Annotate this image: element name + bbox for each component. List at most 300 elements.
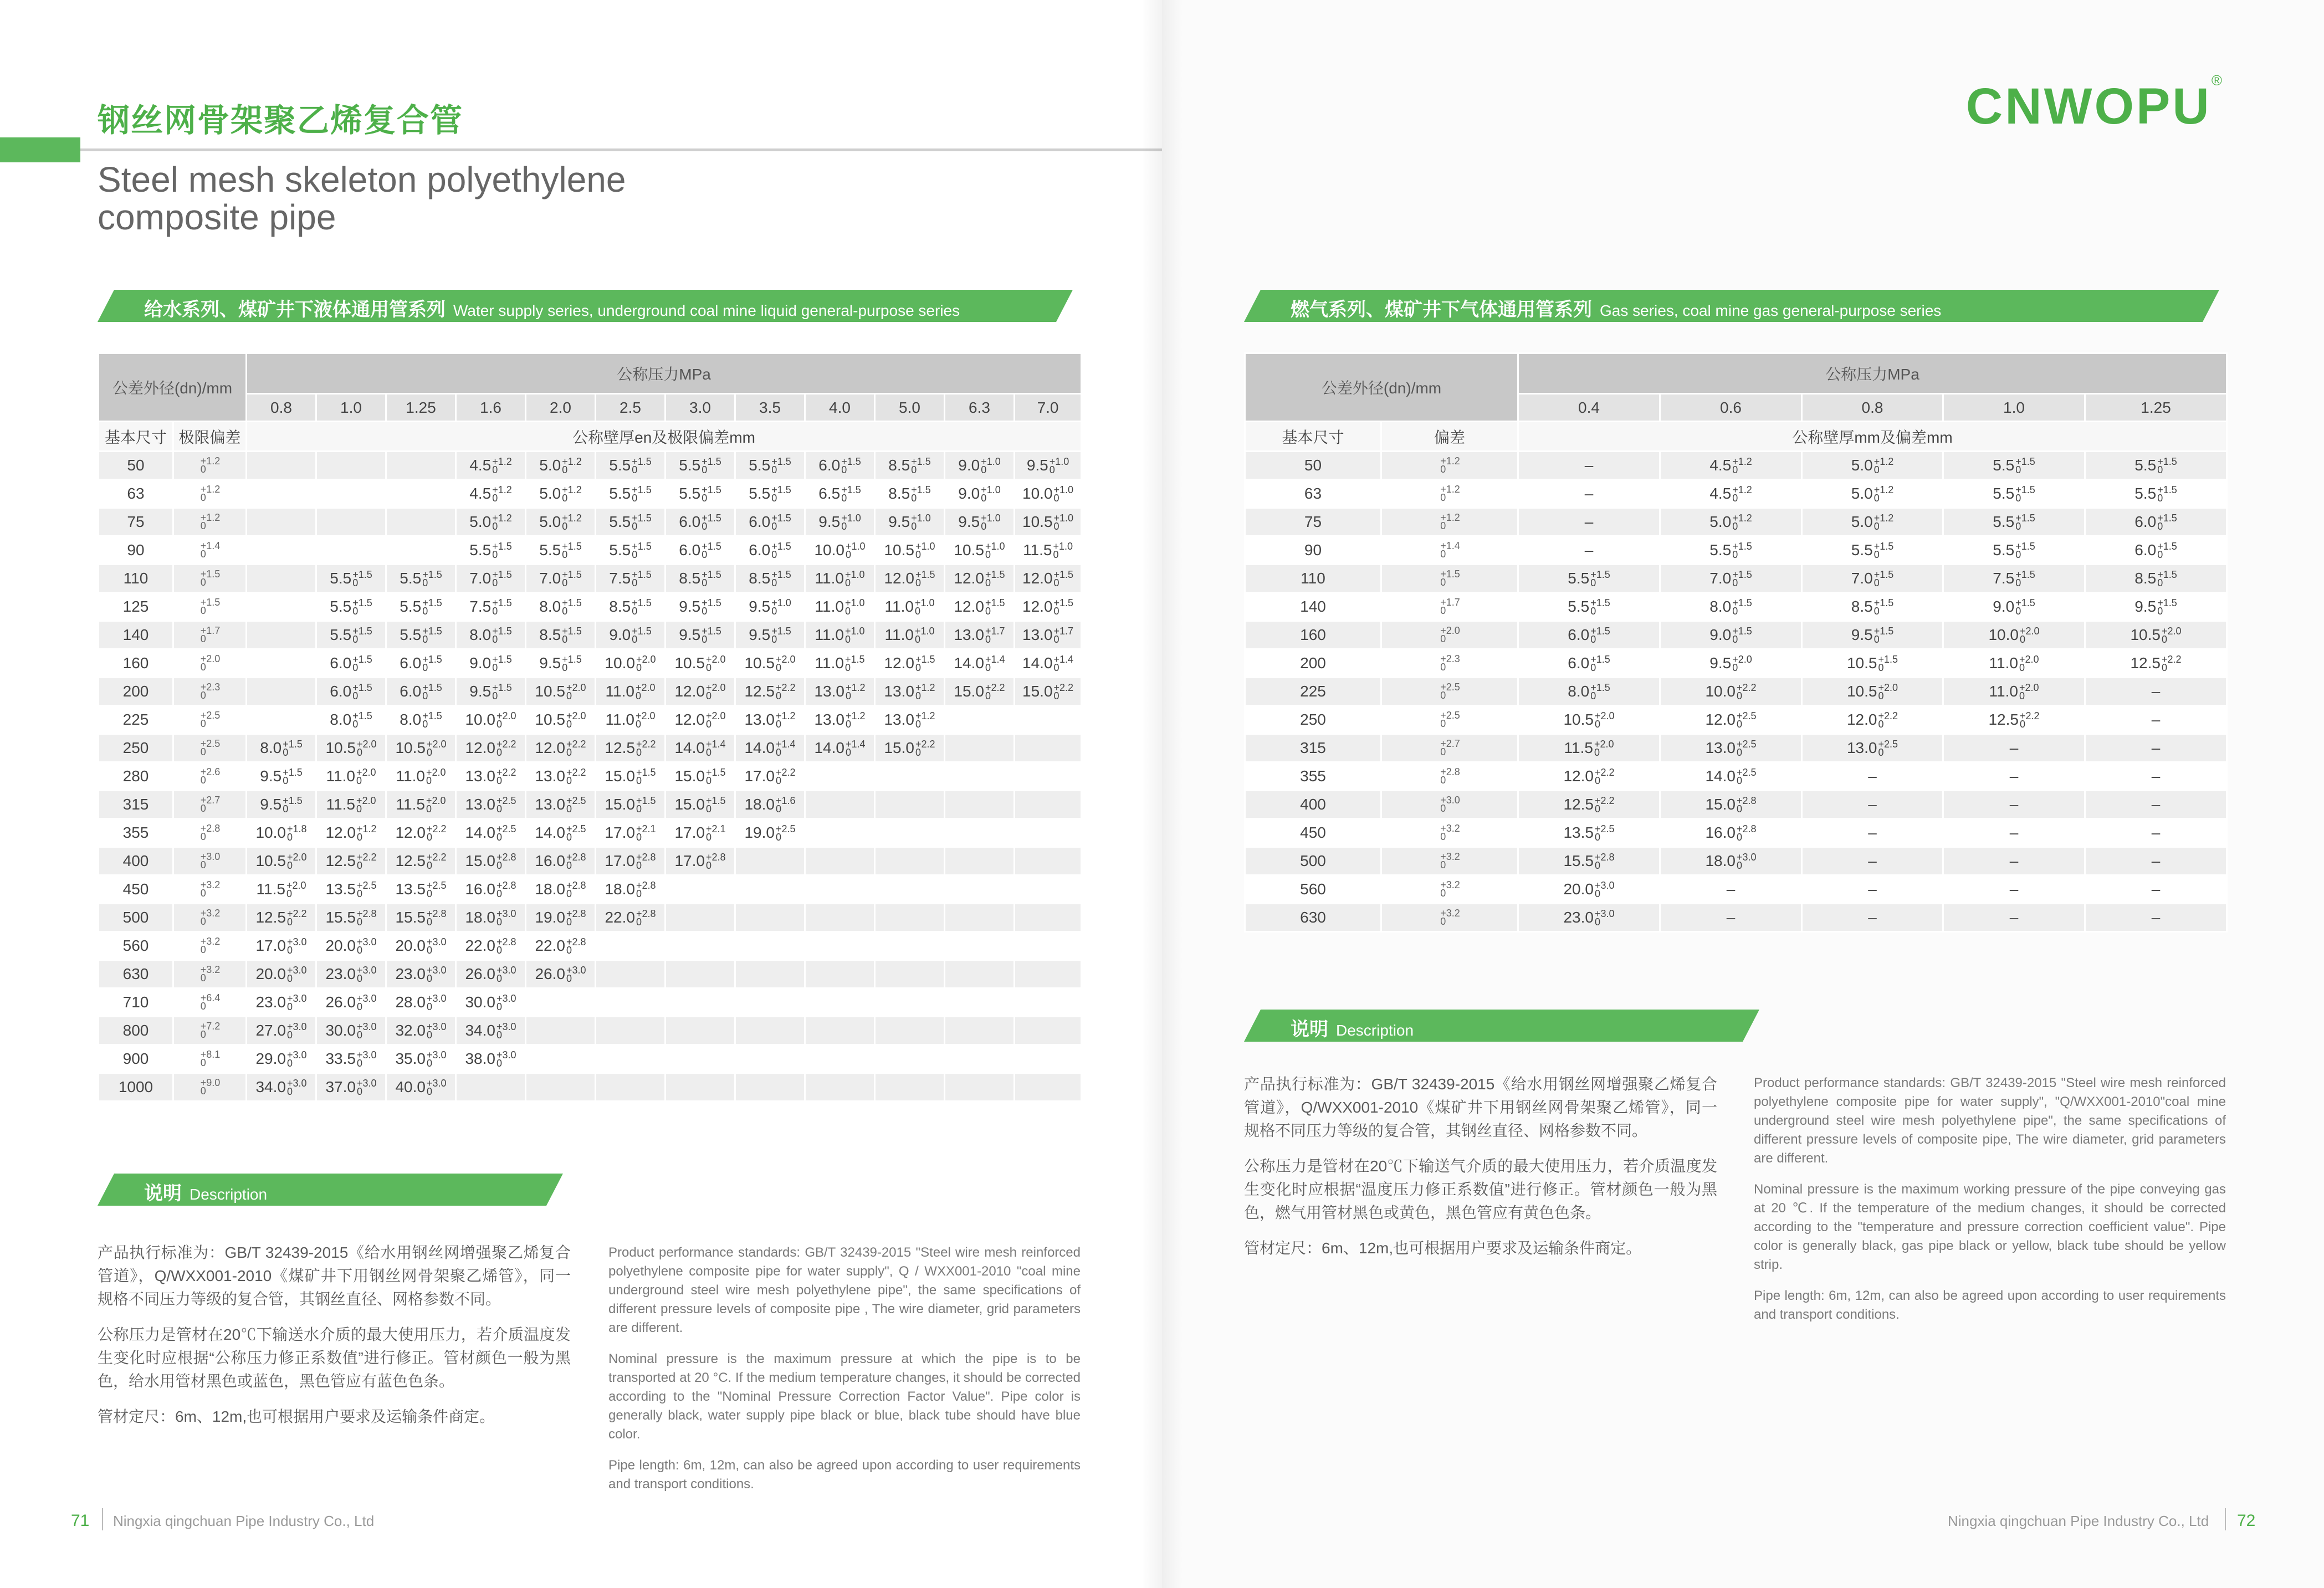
basic-size-cell: 225 xyxy=(1245,678,1381,706)
wall-thickness-cell xyxy=(526,819,596,847)
wall-tolerance-upper: +2.2 xyxy=(1594,767,1615,778)
tolerance-upper: +1.2 xyxy=(200,455,221,467)
wall-tolerance-upper: +2.8 xyxy=(496,936,516,948)
wall-tolerance xyxy=(1732,514,1752,531)
wall-tolerance-lower: 0 xyxy=(566,945,572,956)
wall-thickness-cell xyxy=(247,1073,316,1102)
wall-thickness-cell xyxy=(596,819,666,847)
wall-tolerance xyxy=(287,938,307,955)
wall-tolerance-upper: +1.5 xyxy=(632,456,652,468)
wall-thickness-cell xyxy=(1518,593,1660,621)
wall-tolerance-lower: 0 xyxy=(844,606,851,617)
wall-value: 10.0 xyxy=(465,710,495,728)
wall-thickness-cell xyxy=(1802,508,1943,536)
wall-value: 26.0 xyxy=(325,993,356,1011)
pressure-header: 2.5 xyxy=(596,394,666,422)
tolerance-stack xyxy=(1440,909,1460,926)
wall-thickness-cell xyxy=(945,1073,1015,1102)
wall-tolerance xyxy=(706,740,726,757)
wall-thickness-cell xyxy=(1015,1045,1082,1073)
tolerance-cell xyxy=(1381,791,1518,819)
wall-tolerance-lower: 0 xyxy=(841,493,847,504)
wall-value: 11.0 xyxy=(815,654,844,672)
tolerance-lower: 0 xyxy=(200,605,206,616)
wall-tolerance xyxy=(287,1051,307,1068)
wall-thickness-cell xyxy=(945,593,1015,621)
wall-thickness-cell xyxy=(666,593,735,621)
wall-tolerance-lower: 0 xyxy=(705,747,711,759)
wall-thickness-cell xyxy=(875,847,945,875)
wall-thickness-cell xyxy=(316,480,386,508)
wall-tolerance-upper: +2.2 xyxy=(636,739,656,750)
wall-thickness-cell xyxy=(2085,649,2227,678)
tolerance-upper: +1.5 xyxy=(1440,568,1460,580)
wall-thickness-cell xyxy=(1015,1073,1082,1102)
wall-value: 11.0 xyxy=(1989,682,2018,700)
wall-thickness-cell xyxy=(805,960,875,988)
cn-paragraph: 产品执行标准为：GB/T 32439-2015《给水用钢丝网增强聚乙烯复合管道》，Q/WXX001-2010《煤矿井下用钢丝网骨架聚乙烯管》，同一规格不同压力等级的复合管，其钢丝直径、网格参数不同。 xyxy=(98,1244,571,1308)
wall-value: 10.5 xyxy=(535,710,565,728)
wall-tolerance-upper: +2.2 xyxy=(496,739,516,750)
wall-thickness-cell xyxy=(945,988,1015,1017)
tolerance-lower: 0 xyxy=(200,690,206,701)
wall-value: 22.0 xyxy=(535,936,565,954)
wall-thickness-cell xyxy=(1015,706,1082,734)
pressure-header: 1.0 xyxy=(316,394,386,422)
header-wall: 公称壁厚mm及偏差mm xyxy=(1518,422,2227,452)
wall-thickness-cell xyxy=(666,988,735,1017)
wall-thickness-cell xyxy=(2085,565,2227,593)
wall-tolerance-upper: +1.5 xyxy=(492,569,512,581)
pressure-header: 3.5 xyxy=(735,394,805,422)
wall-tolerance-upper: +3.0 xyxy=(426,1021,447,1033)
tolerance-lower: 0 xyxy=(200,1057,206,1068)
tolerance-stack xyxy=(1440,570,1460,587)
wall-thickness-cell xyxy=(1660,819,1802,847)
tolerance-cell xyxy=(1381,452,1518,480)
wall-value: 23.0 xyxy=(1563,908,1594,926)
tolerance-stack xyxy=(201,1051,221,1067)
tolerance-upper: +7.2 xyxy=(200,1021,221,1032)
wall-tolerance-upper: +1.5 xyxy=(911,484,931,496)
wall-tolerance-lower: 0 xyxy=(705,662,711,674)
wall-tolerance-lower: 0 xyxy=(1732,662,1738,674)
wall-thickness-cell xyxy=(526,904,596,932)
wall-tolerance xyxy=(911,486,931,503)
wall-thickness-cell xyxy=(316,960,386,988)
wall-thickness-cell xyxy=(805,734,875,762)
wall-thickness-cell xyxy=(945,791,1015,819)
tolerance-upper: +2.8 xyxy=(200,823,221,834)
wall-tolerance xyxy=(636,882,656,898)
wall-thickness-cell xyxy=(735,988,805,1017)
wall-thickness-cell xyxy=(316,593,386,621)
wall-tolerance xyxy=(2019,655,2039,672)
wall-tolerance-lower: 0 xyxy=(845,719,851,730)
wall-value: 6.0 xyxy=(2134,541,2157,559)
wall-tolerance-lower: 0 xyxy=(775,662,781,674)
wall-tolerance-lower: 0 xyxy=(705,719,711,730)
wall-value: 30.0 xyxy=(465,993,495,1011)
wall-thickness-cell xyxy=(666,819,735,847)
wall-value: 20.0 xyxy=(1563,880,1594,898)
tolerance-upper: +6.4 xyxy=(200,992,221,1003)
wall-tolerance xyxy=(287,1023,307,1039)
wall-tolerance xyxy=(845,655,865,672)
basic-size-cell: 450 xyxy=(1245,819,1381,847)
wall-value: 6.0 xyxy=(1568,626,1590,643)
wall-thickness-cell xyxy=(875,932,945,960)
table-row xyxy=(1245,791,2227,819)
tolerance-upper: +2.7 xyxy=(1440,738,1460,749)
wall-tolerance-upper: +1.0 xyxy=(841,513,861,524)
wall-value: 12.0 xyxy=(325,823,356,841)
wall-thickness-cell xyxy=(666,536,735,565)
wall-tolerance xyxy=(492,599,512,616)
wall-thickness-cell xyxy=(666,932,735,960)
wall-thickness-cell xyxy=(596,1045,666,1073)
wall-value: 9.0 xyxy=(469,654,492,672)
wall-tolerance xyxy=(287,1079,307,1096)
wall-value: 22.0 xyxy=(605,908,635,926)
tolerance-upper: +1.7 xyxy=(1440,597,1460,608)
wall-tolerance-lower: 0 xyxy=(286,1086,293,1098)
wall-thickness-cell xyxy=(875,536,945,565)
wall-thickness-cell xyxy=(2085,508,2227,536)
wall-tolerance-lower: 0 xyxy=(566,973,572,985)
title-en xyxy=(98,161,626,236)
wall-value: 7.5 xyxy=(609,569,631,587)
wall-tolerance-upper: +1.5 xyxy=(636,767,656,778)
wall-value: 5.5 xyxy=(1709,541,1732,559)
wall-tolerance-upper: +1.7 xyxy=(1053,626,1074,637)
wall-value: 7.5 xyxy=(1993,569,2015,587)
table-row xyxy=(99,508,1082,536)
wall-tolerance-lower: 0 xyxy=(562,662,568,674)
tolerance-cell xyxy=(173,452,247,480)
basic-size-cell: 1000 xyxy=(99,1073,173,1102)
wall-tolerance xyxy=(1595,882,1615,898)
wall-tolerance-upper: +2.0 xyxy=(705,654,726,665)
wall-tolerance-upper: +2.0 xyxy=(705,682,726,694)
wall-tolerance-lower: 0 xyxy=(1590,690,1596,702)
wall-thickness-cell xyxy=(456,1045,526,1073)
wall-tolerance-lower: 0 xyxy=(705,860,711,872)
wall-thickness-cell xyxy=(456,480,526,508)
wall-value: 7.0 xyxy=(469,569,492,587)
wall-tolerance-upper: +2.2 xyxy=(566,767,586,778)
page-number-left: 71 xyxy=(71,1512,90,1530)
wall-tolerance-upper: +1.2 xyxy=(775,710,796,722)
wall-tolerance-upper: +1.5 xyxy=(422,597,442,609)
wall-tolerance-upper: +1.0 xyxy=(844,626,865,637)
wall-thickness-cell xyxy=(875,593,945,621)
wall-value: 5.5 xyxy=(609,456,631,474)
wall-thickness-cell xyxy=(386,678,456,706)
wall-thickness-cell xyxy=(456,508,526,536)
wall-thickness-cell xyxy=(316,678,386,706)
wall-tolerance-lower: 0 xyxy=(283,747,289,759)
wall-tolerance-upper: +2.5 xyxy=(1736,739,1757,750)
wall-tolerance xyxy=(1874,542,1894,559)
wall-tolerance xyxy=(771,571,791,587)
wall-value: 15.0 xyxy=(1705,795,1736,813)
wall-thickness-cell xyxy=(596,452,666,480)
wall-value: 12.5 xyxy=(2130,654,2161,672)
table-row xyxy=(99,932,1082,960)
wall-value: 16.0 xyxy=(1705,823,1736,841)
wall-value: 12.5 xyxy=(255,908,286,926)
wall-thickness-cell xyxy=(247,762,316,791)
tolerance-cell xyxy=(1381,480,1518,508)
wall-tolerance xyxy=(357,853,377,870)
wall-tolerance xyxy=(2015,458,2035,474)
wall-thickness-cell xyxy=(596,480,666,508)
wall-value: 5.0 xyxy=(1709,513,1732,530)
tolerance-lower: 0 xyxy=(200,1029,206,1040)
wall-tolerance-lower: 0 xyxy=(426,916,432,928)
wall-tolerance-lower: 0 xyxy=(981,493,987,504)
wall-thickness-cell xyxy=(526,1045,596,1073)
wall-tolerance xyxy=(1732,599,1752,616)
wall-value: 26.0 xyxy=(535,965,565,982)
wall-thickness-cell xyxy=(1802,593,1943,621)
wall-thickness-cell xyxy=(735,734,805,762)
wall-value: 8.0 xyxy=(330,710,352,728)
tolerance-cell xyxy=(173,621,247,649)
wall-thickness-cell xyxy=(805,1017,875,1045)
wall-tolerance-lower: 0 xyxy=(562,634,568,646)
tolerance-upper: +1.4 xyxy=(1440,540,1460,551)
wall-tolerance-lower: 0 xyxy=(492,634,498,646)
wall-thickness-cell xyxy=(596,932,666,960)
wall-value: 38.0 xyxy=(465,1049,495,1067)
wall-thickness-cell xyxy=(247,932,316,960)
wall-tolerance-upper: +2.0 xyxy=(1732,654,1752,665)
wall-tolerance-lower: 0 xyxy=(841,464,847,476)
wall-tolerance xyxy=(1590,599,1610,616)
wall-tolerance-upper: +1.2 xyxy=(1732,484,1752,496)
wall-tolerance-upper: +3.0 xyxy=(426,1049,447,1061)
wall-tolerance xyxy=(352,599,372,616)
wall-thickness-cell xyxy=(735,847,805,875)
wall-value: 5.5 xyxy=(1993,484,2015,502)
wall-tolerance-upper: +2.0 xyxy=(2019,626,2040,637)
tolerance-lower: 0 xyxy=(200,888,206,899)
wall-tolerance-lower: 0 xyxy=(286,888,292,900)
tolerance-lower: 0 xyxy=(200,662,206,673)
tolerance-cell xyxy=(173,678,247,706)
wall-tolerance xyxy=(492,542,512,559)
wall-tolerance-lower: 0 xyxy=(1873,606,1880,617)
wall-tolerance xyxy=(1874,627,1894,644)
wall-value: 9.5 xyxy=(1851,626,1873,643)
wall-thickness-cell xyxy=(735,875,805,904)
basic-size-cell: 200 xyxy=(1245,649,1381,678)
wall-tolerance-upper: +2.0 xyxy=(775,654,796,665)
wall-tolerance-lower: 0 xyxy=(422,690,428,702)
wall-thickness-cell xyxy=(666,960,735,988)
wall-tolerance-upper: +1.0 xyxy=(914,597,935,609)
wall-tolerance-lower: 0 xyxy=(914,634,920,646)
wall-tolerance-upper: +3.0 xyxy=(286,1021,307,1033)
wall-value: 12.5 xyxy=(325,852,356,869)
wall-tolerance-lower: 0 xyxy=(492,606,498,617)
wall-tolerance-lower: 0 xyxy=(356,1029,362,1041)
wall-tolerance xyxy=(566,853,586,870)
wall-value: 6.0 xyxy=(749,541,771,559)
wall-tolerance-lower: 0 xyxy=(1732,577,1738,589)
wall-thickness-cell xyxy=(526,988,596,1017)
wall-tolerance-upper: +1.0 xyxy=(1053,541,1073,552)
wall-tolerance-lower: 0 xyxy=(1590,662,1596,674)
wall-thickness-cell xyxy=(875,1073,945,1102)
tolerance-lower: 0 xyxy=(200,775,206,786)
wall-tolerance xyxy=(915,684,935,700)
basic-size-cell: 315 xyxy=(99,791,173,819)
table-row xyxy=(1245,480,2227,508)
wall-tolerance-lower: 0 xyxy=(1053,549,1059,561)
wall-value: 9.5 xyxy=(1709,654,1732,672)
wall-value: 9.5 xyxy=(469,682,492,700)
wall-thickness-cell xyxy=(456,875,526,904)
table-row xyxy=(99,1073,1082,1102)
section-header-water xyxy=(98,290,1078,322)
wall-tolerance xyxy=(283,769,303,785)
wall-value: 13.0 xyxy=(1705,739,1736,756)
wall-tolerance-lower: 0 xyxy=(1732,464,1738,476)
wall-thickness-cell xyxy=(1015,536,1082,565)
tolerance-lower: 0 xyxy=(1440,746,1446,757)
wall-tolerance-lower: 0 xyxy=(492,521,498,532)
wall-value: 6.0 xyxy=(330,654,352,672)
wall-thickness-cell xyxy=(1802,480,1943,508)
wall-tolerance-upper: +3.0 xyxy=(356,936,377,948)
wall-value: 26.0 xyxy=(465,965,495,982)
table-row xyxy=(99,706,1082,734)
wall-thickness-cell xyxy=(526,791,596,819)
wall-tolerance xyxy=(1590,655,1610,672)
wall-thickness-cell xyxy=(1802,706,1943,734)
wall-thickness-cell xyxy=(666,847,735,875)
tolerance-cell xyxy=(173,1017,247,1045)
wall-thickness-cell xyxy=(945,649,1015,678)
wall-tolerance xyxy=(1732,458,1752,474)
wall-value: 10.5 xyxy=(1846,654,1877,672)
wall-tolerance xyxy=(426,769,446,785)
wall-tolerance xyxy=(2015,486,2035,503)
wall-thickness-cell xyxy=(316,847,386,875)
wall-thickness-cell xyxy=(805,847,875,875)
wall-thickness-cell xyxy=(596,988,666,1017)
wall-value: 5.5 xyxy=(679,456,701,474)
wall-tolerance-upper: +2.0 xyxy=(2019,682,2039,694)
wall-value: 30.0 xyxy=(325,1021,356,1039)
wall-value: 4.5 xyxy=(469,456,492,474)
tolerance-stack xyxy=(201,514,221,530)
wall-thickness-cell xyxy=(456,678,526,706)
wall-tolerance-upper: +1.2 xyxy=(1732,513,1752,524)
pressure-header: 0.8 xyxy=(247,394,316,422)
wall-tolerance-lower: 0 xyxy=(1590,606,1596,617)
wall-tolerance-lower: 0 xyxy=(1594,719,1600,730)
wall-tolerance-upper: +2.8 xyxy=(566,852,586,863)
wall-tolerance-lower: 0 xyxy=(845,747,851,759)
wall-tolerance-lower: 0 xyxy=(632,577,638,589)
wall-tolerance-lower: 0 xyxy=(771,521,777,532)
wall-tolerance xyxy=(1732,486,1752,503)
wall-tolerance-upper: +1.5 xyxy=(562,569,582,581)
tolerance-stack xyxy=(201,570,221,587)
wall-tolerance-lower: 0 xyxy=(426,803,432,815)
wall-tolerance xyxy=(841,458,861,474)
wall-thickness-cell xyxy=(1660,536,1802,565)
wall-thickness-cell xyxy=(456,593,526,621)
wall-thickness-cell xyxy=(875,1045,945,1073)
wall-tolerance xyxy=(632,542,652,559)
wall-thickness-cell xyxy=(1015,847,1082,875)
wall-tolerance xyxy=(283,740,303,757)
tolerance-stack xyxy=(201,598,221,615)
wall-value: 6.0 xyxy=(818,456,841,474)
basic-size-cell: 280 xyxy=(99,762,173,791)
wall-thickness-cell xyxy=(1015,762,1082,791)
tolerance-stack xyxy=(1440,768,1460,785)
wall-tolerance-lower: 0 xyxy=(775,747,781,759)
wall-tolerance xyxy=(706,655,726,672)
wall-value: 5.5 xyxy=(539,541,561,559)
tolerance-lower: 0 xyxy=(1440,492,1446,503)
wall-tolerance-upper: +1.5 xyxy=(2157,569,2177,581)
description-en-right xyxy=(1754,1074,2226,1336)
wall-tolerance-upper: +2.0 xyxy=(426,795,446,807)
wall-tolerance xyxy=(1878,712,1898,729)
wall-value: 10.5 xyxy=(1846,682,1877,700)
cn-paragraph: 产品执行标准为：GB/T 32439-2015《给水用钢丝网增强聚乙烯复合管道》，Q/WXX001-2010《煤矿井下用钢丝网骨架聚乙烯管》，同一规格不同压力等级的复合管，其钢丝直径、网格参数不同。 xyxy=(1244,1075,1717,1139)
wall-tolerance-lower: 0 xyxy=(635,690,641,702)
wall-value: 12.5 xyxy=(1563,795,1594,813)
wall-tolerance xyxy=(776,684,796,700)
wall-tolerance-lower: 0 xyxy=(286,1058,293,1069)
wall-tolerance xyxy=(357,1023,377,1039)
wall-tolerance-lower: 0 xyxy=(1736,719,1742,730)
wall-thickness-cell xyxy=(875,762,945,791)
wall-tolerance-upper: +1.5 xyxy=(915,654,935,665)
wall-tolerance-upper: +1.2 xyxy=(915,710,935,722)
tolerance-cell xyxy=(173,480,247,508)
wall-thickness-cell xyxy=(666,706,735,734)
wall-thickness-cell xyxy=(805,480,875,508)
wall-value: 6.0 xyxy=(400,682,422,700)
wall-tolerance xyxy=(771,627,791,644)
wall-tolerance xyxy=(496,938,516,955)
wall-tolerance-lower: 0 xyxy=(496,860,502,872)
wall-thickness-cell xyxy=(526,678,596,706)
wall-thickness-cell xyxy=(1015,904,1082,932)
wall-tolerance xyxy=(352,684,372,700)
wall-thickness-cell xyxy=(945,904,1015,932)
wall-value: 5.5 xyxy=(400,597,422,615)
wall-tolerance xyxy=(562,571,582,587)
wall-tolerance xyxy=(566,797,586,813)
wall-value: 7.0 xyxy=(539,569,561,587)
wall-tolerance-lower: 0 xyxy=(356,747,362,759)
wall-tolerance xyxy=(1590,684,1610,700)
wall-tolerance-upper: +1.6 xyxy=(775,795,796,807)
wall-tolerance-upper: +2.2 xyxy=(775,767,796,778)
wall-tolerance xyxy=(287,825,307,842)
wall-thickness-cell xyxy=(1518,819,1660,847)
